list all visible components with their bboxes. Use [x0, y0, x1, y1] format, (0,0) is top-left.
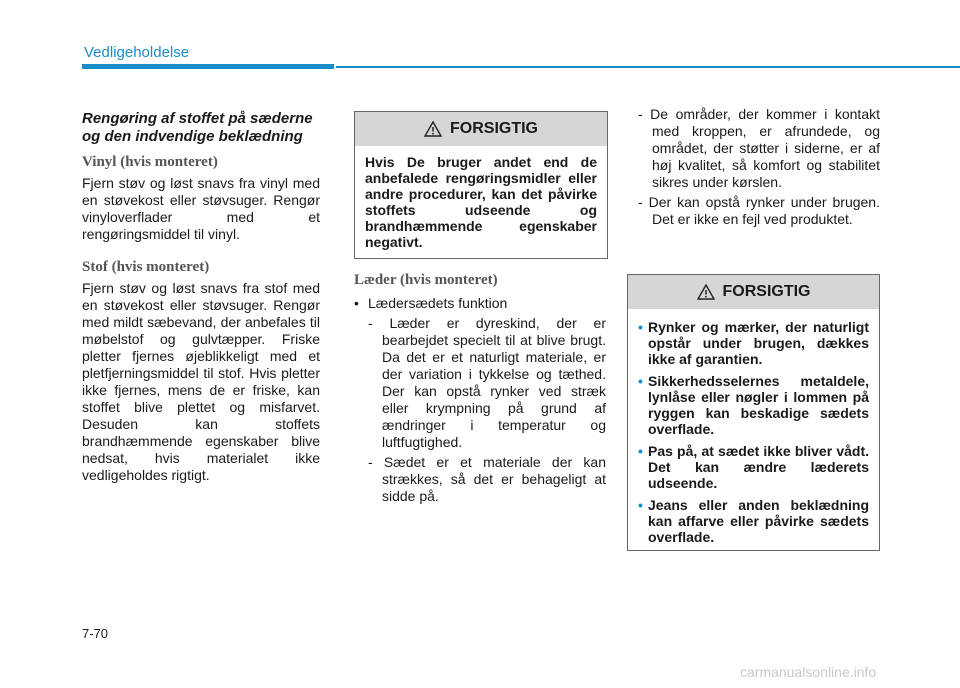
bullet-dot: • [638, 319, 643, 335]
caution-title-2: FORSIGTIG [722, 283, 811, 300]
caution-box-1 [354, 111, 608, 259]
vinyl-title: Vinyl (hvis monteret) [82, 154, 218, 170]
column-middle [354, 272, 606, 508]
leather-item-2: - Sædet er et materiale der kan strækkes, så det er behageligt at sidde på. [368, 454, 606, 504]
column-left [82, 110, 320, 500]
section-title: Vedligeholdelse [84, 44, 190, 61]
leather-title: Læder (hvis monteret) [354, 272, 498, 288]
bullet-dot: • [638, 443, 643, 459]
caution-item: • Jeans eller anden beklædning kan affarve eller påvirke sædets overflade. [638, 497, 869, 545]
leather-bullet [354, 295, 606, 312]
header-bar-thick [82, 64, 334, 69]
caution-item: • Rynker og mærker, der naturligt opstår under brugen, dækkes ikke af garantien. [638, 319, 869, 367]
bullet-dot: • [354, 295, 359, 311]
caution-header-2 [628, 275, 879, 309]
vinyl-text: Fjern støv og løst snavs fra vinyl med en støvekost eller støvsuger. Rengør vinyloverflader med et rengøringsmiddel til vinyl. [82, 175, 320, 242]
leather-item-1: - Læder er dyreskind, der er bearbejdet specielt til at blive brugt. Da det er et naturligt materiale, er der variation i tykkelse og tæthed. Der kan opstå rynker ved stræk eller krympning på grund af ændringer i temperatur og luftfugtighed. [368, 315, 606, 450]
column-right [638, 106, 880, 231]
bullet-dot: • [638, 373, 643, 389]
warning-triangle-icon [697, 284, 715, 300]
page-number: 7-70 [82, 626, 109, 641]
caution-text-1: Hvis De bruger andet end de anbefalede rengøringsmidler eller andre procedurer, kan det påvirke stoffets udseende og brandhæmmende egenskaber negativt. [365, 154, 597, 250]
caution-box-2 [627, 274, 880, 551]
caution-title-1: FORSIGTIG [450, 120, 538, 137]
leather-item-4: - Der kan opstå rynker under brugen. Det er ikke en fejl ved produktet. [638, 194, 880, 227]
stof-title: Stof (hvis monteret) [82, 259, 210, 275]
cleaning-heading: Rengøring af stoffet på sæderne og den indvendige beklædning [82, 110, 313, 145]
header-bar-thin [336, 66, 960, 68]
bullet-dot: • [638, 497, 643, 513]
caution-list-2 [628, 309, 879, 559]
warning-triangle-icon [424, 121, 442, 137]
leather-bullet-text: Lædersædets funktion [368, 295, 508, 311]
leather-item-3: - De områder, der kommer i kontakt med kroppen, er afrundede, og området, der støtter i siderne, er af høj kvalitet, så komfort og stabilitet sikres under kørslen. [638, 106, 880, 190]
caution-item: • Sikkerhedsselernes metaldele, lynlåse eller nøgler i lommen på ryggen kan beskadige sædets overflade. [638, 373, 869, 437]
watermark: carmanualsonline.info [740, 664, 877, 680]
stof-text: Fjern støv og løst snavs fra stof med en støvekost eller støvsuger. Rengør med mildt sæbevand, der anbefales til møbelstof og gulvtæpper. Friske pletter fjernes øjeblikkeligt med et pletfjerningsmiddel til stof. Hvis pletter ikke fjernes, mens de er friske, kan stoffet blive plettet og misfarvet. Desuden kan stoffets brandhæmmende egenskaber blive nedsat, hvis materialet ikke vedligeholdes rigtigt. [82, 280, 320, 483]
caution-item: • Pas på, at sædet ikke bliver vådt. Det kan ændre læderets udseende. [638, 443, 869, 491]
caution-header-1 [355, 112, 607, 146]
